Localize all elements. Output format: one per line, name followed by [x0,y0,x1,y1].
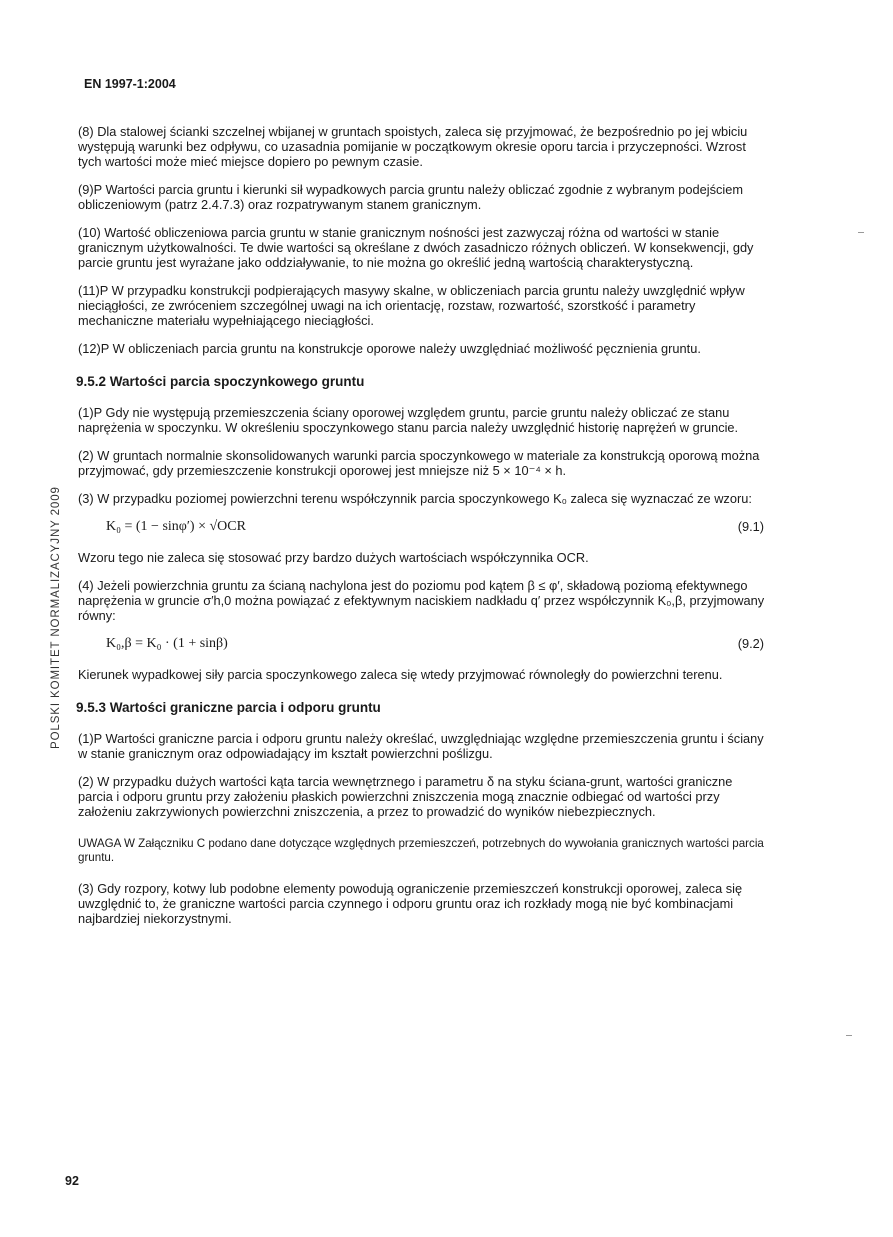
paragraph-9: (9)P Wartości parcia gruntu i kierunki sił wypadkowych parcia gruntu należy obliczać zgodnie z wybranym podejściem obliczeniowym (patrz 2.4.7.3) oraz rozpatrywanym stanem granicznym. [78,182,744,212]
formula-number: (9.1) [737,519,764,534]
paragraph-952-2: (2) W gruntach normalnie skonsolidowanych warunki parcia spoczynkowego w materiale za konstrukcją oporową można przyjmować, gdy przemieszczenie konstrukcji oporowej jest mniejsze niż 5 × 10⁻⁴ × h. [78,448,760,478]
note-uwaga: UWAGA W Załączniku C podano dane dotyczące względnych przemieszczeń, potrzebnych do wywołania granicznych wartości parcia gruntu. [78,837,764,864]
paragraph-953-3: (3) Gdy rozpory, kotwy lub podobne elementy powodują ograniczenie przemieszczeń konstrukcji oporowej, zaleca się uwzględnić to, że graniczne wartości parcia czynnego i odporu gruntu oraz ich rozkłady mogą nie być kombinacjami najbardziej niekorzystnymi. [78,881,743,926]
standard-header: EN 1997-1:2004 [84,77,176,91]
formula-9-1: K₀ = (1 − sinφ′) × √OCR [106,519,246,534]
section-heading-9-5-2: 9.5.2 Wartości parcia spoczynkowego gruntu [76,374,365,389]
margin-mark [846,1035,852,1036]
paragraph-10: (10) Wartość obliczeniowa parcia gruntu w stanie granicznym nośności jest zazwyczaj różna od wartości w stanie granicznym użytkowalności. Te dwie wartości są określane z dwóch zasadniczo różnych obliczeń. W konsekwencji, gdy parcie gruntu jest wyrażane jako oddziaływanie, to nie można go określić jedną wartością charakterystyczną. [78,225,754,270]
paragraph-8: (8) Dla stalowej ścianki szczelnej wbijanej w gruntach spoistych, zaleca się przyjmować, że bezpośrednio po jej wbiciu występują warunki bez odpływu, co uzasadnia pomijanie w początkowym okresie oporu tarcia i przyczepności. Wzrost tych wartości może mieć miejsce dopiero po pewnym czasie. [78,124,748,169]
document-body [78,124,768,939]
formula-9-1-row [78,519,768,534]
margin-mark [858,232,864,233]
formula-9-2: K₀,β = K₀ · (1 + sinβ) [106,636,228,651]
section-heading-9-5-3: 9.5.3 Wartości graniczne parcia i odporu gruntu [76,700,381,715]
page-number: 92 [65,1174,79,1188]
paragraph-953-2: (2) W przypadku dużych wartości kąta tarcia wewnętrznego i parametru δ na styku ściana-grunt, wartości graniczne parcia i odporu gruntu przy założeniu płaskich powierzchni zniszczenia mogą znacznie odbiegać od wartości przy założeniu zakrzywionych powierzchni zniszczenia, a przez to prowadzić do wyników niebezpiecznych. [78,774,733,819]
paragraph-11: (11)P W przypadku konstrukcji podpierających masywy skalne, w obliczeniach parcia gruntu należy uwzględnić wpływ nieciągłości, ze zwróceniem szczególnej uwagi na ich orientację, rozstaw, rozwartość, szorstkość i parametry mechaniczne materiału wypełniającego nieciągłości. [78,283,745,328]
paragraph-952-4b: Kierunek wypadkowej siły parcia spoczynkowego zaleca się wtedy przyjmować równoległy do powierzchni terenu. [78,667,723,682]
paragraph-12: (12)P W obliczeniach parcia gruntu na konstrukcje oporowe należy uwzględniać możliwość pęcznienia gruntu. [78,341,701,356]
paragraph-952-1: (1)P Gdy nie występują przemieszczenia ściany oporowej względem gruntu, parcie gruntu należy obliczać ze stanu naprężenia w spoczynku. W określeniu spoczynkowego stanu parcia należy uwzględnić historię naprężeń w gruncie. [78,405,739,435]
formula-number: (9.2) [737,636,764,651]
paragraph-952-4: (4) Jeżeli powierzchnia gruntu za ścianą nachylona jest do poziomu pod kątem β ≤ φ′, składową poziomą efektywnego naprężenia w gruncie σ′h,0 można powiązać z efektywnym naciskiem nadkładu q′ przez współczynnik K₀,β, przyjmowany równy: [78,578,765,623]
side-watermark-text: POLSKI KOMITET NORMALIZACYJNY 2009 [50,486,62,749]
paragraph-952-3b: Wzoru tego nie zaleca się stosować przy bardzo dużych wartościach współczynnika OCR. [78,550,589,565]
paragraph-952-3: (3) W przypadku poziomej powierzchni terenu współczynnik parcia spoczynkowego K₀ zaleca się wyznaczać ze wzoru: [78,491,752,506]
paragraph-953-1: (1)P Wartości graniczne parcia i odporu gruntu należy określać, uwzględniając względne przemieszczenia gruntu i ściany w stanie granicznym oraz odpowiadający im kształt powierzchni poślizgu. [78,731,764,761]
formula-9-2-row [78,636,768,651]
